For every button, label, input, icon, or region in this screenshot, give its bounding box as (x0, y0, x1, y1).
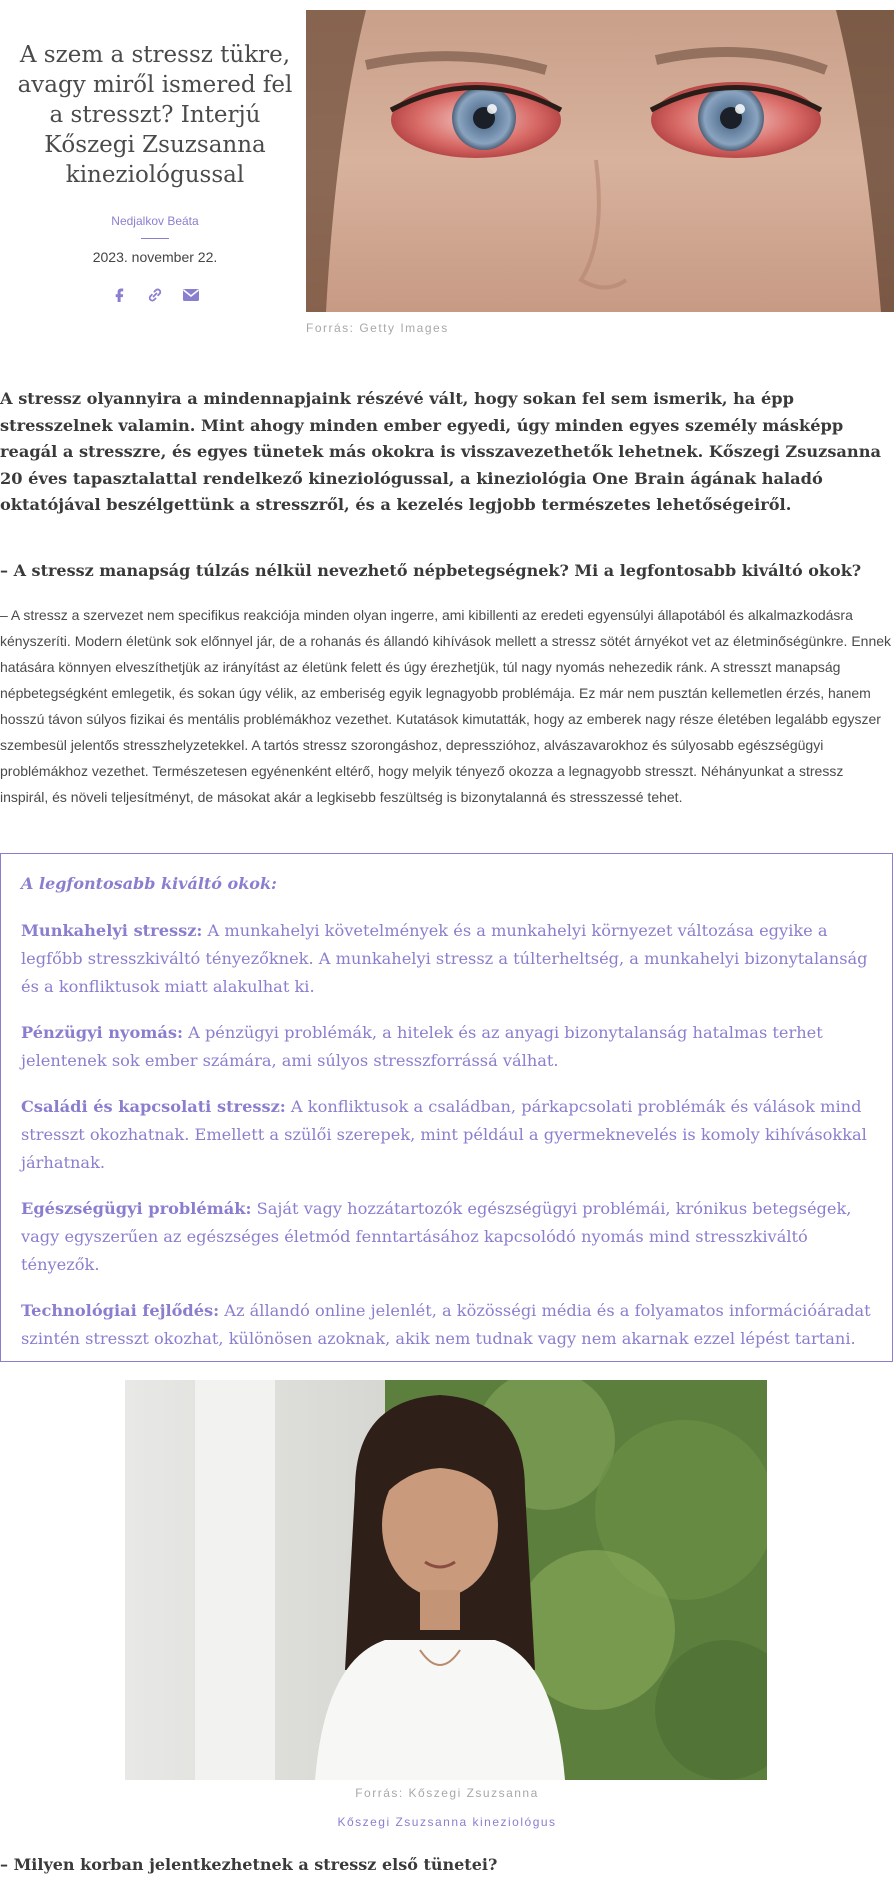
box-title: A legfontosabb kiváltó okok: (21, 874, 277, 893)
interview-answer-1: – A stressz a szervezet nem specifikus reakciója minden olyan ingerre, ami kibillenti az eredeti egyensúlyi állapotából és alkalmazkodásra kényszeríti. Modern életünk sok előnnyel jár, de a rohanás és állandó kihívások mellett a stressz sötét árnyékot vet az életminőségünkre. Ennek hatására könnyen elveszíthetjük az irányítást az életünk felett és úgy érezhetjük, túl nagy nyomás nehezedik ránk. A stresszt manapság népbetegségként emlegetik, és sokan úgy vélik, az emberiség egyik legnagyobb problémája. Ez már nem pusztán kellemetlen érzés, hanem hosszú távon súlyos fizikai és mentális problémákhoz vezethet. Kutatások kimutatták, hogy az emberek nagy része életében legalább egyszer szembesül jelentős stresszhelyzetekkel. A tartós stressz szorongáshoz, depresszióhoz, alvászavarokhoz és súlyosabb egészségügyi problémákhoz vezethet. Természetesen egyénenként eltérő, hogy melyik tényező okozza a legnagyobb stresszt. Néhányunkat a stressz inspirál, és növeli teljesítményt, de másokat akár a legkisebb feszültség is bizonytalanná és stresszessé tehet. (0, 607, 892, 805)
cause-item (21, 1019, 872, 1075)
cause-text: A munkahelyi követelmények és a munkahelyi környezet változása egyike a legfőbb stresszkiváltó tényezőknek. A munkahelyi stressz a túlterheltség, a munkahelyi bizonytalanság és a konfliktusok miatt alakulhat ki. (21, 921, 868, 996)
publish-date: 2023. november 22. (92, 249, 218, 265)
share-bar (10, 285, 300, 305)
portrait-image (125, 1380, 767, 1780)
cause-label: Pénzügyi nyomás: (21, 1023, 183, 1042)
stress-causes-box (0, 853, 893, 1362)
lead-paragraph: A stressz olyannyira a mindennapjaink részévé vált, hogy sokan fel sem ismerik, ha épp stresszelnek valamin. Mint ahogy minden ember egyedi, úgy minden egyes személy másképp reagál a stresszre, és egyes tünetek más okokra is visszavezethetők lehetnek. Kőszegi Zsuzsanna 20 éves tapasztalattal rendelkező kineziológussal, a kineziológia One Brain ágának haladó oktatójával beszélgettünk a stresszről, és a kezelés legjobb természetes lehetőségeiről. (0, 389, 881, 514)
article-title: A szem a stressz tükre, avagy miről ismered fel a stresszt? Interjú Kőszegi Zsuzsanna kineziológussal (17, 42, 293, 188)
title-column (10, 40, 300, 305)
divider (141, 238, 169, 239)
eye-closeup-illustration (306, 10, 894, 312)
article-header (0, 0, 894, 340)
cause-text: Az állandó online jelenlét, a közösségi média és a folyamatos információáradat szintén stresszt okozhat, különösen azoknak, akik nem tudnak vagy nem akarnak ezzel lépést tartani. (21, 1301, 871, 1348)
cause-item (21, 1297, 872, 1353)
portrait-subcaption: Kőszegi Zsuzsanna kineziológus (337, 1815, 557, 1829)
interview-question-1: – A stressz manapság túlzás nélkül nevezhető népbetegségnek? Mi a legfontosabb kiváltó okok? (0, 561, 862, 580)
cause-label: Munkahelyi stressz: (21, 921, 203, 940)
link-icon[interactable] (145, 285, 165, 305)
author-link[interactable]: Nedjalkov Beáta (111, 214, 199, 228)
cause-text: Saját vagy hozzátartozók egészségügyi problémái, krónikus betegségek, vagy egyszerűen az egészséges életmód fenntartásához kapcsolódó nyomás mind stresszkiváltó tényezők. (21, 1199, 852, 1274)
hero-image (306, 10, 894, 312)
cause-item (21, 1195, 872, 1279)
cause-text: A pénzügyi problémák, a hitelek és az anyagi bizonytalanság hatalmas terhet jelentenek sok ember számára, ami súlyos stresszforrássá válhat. (21, 1023, 823, 1070)
cause-item (21, 917, 872, 1001)
cause-item (21, 1093, 872, 1177)
facebook-icon[interactable] (109, 285, 129, 305)
cause-text: A konfliktusok a családban, párkapcsolati problémák és válások mind stresszt okozhatnak. Emellett a szülői szerepek, mint például a gyermeknevelés is komoly kihívásokkal járhatnak. (21, 1097, 867, 1172)
portrait-illustration (125, 1380, 767, 1780)
hero-caption: Forrás: Getty Images (306, 321, 449, 335)
email-icon[interactable] (181, 285, 201, 305)
cause-label: Családi és kapcsolati stressz: (21, 1097, 286, 1116)
portrait-caption: Forrás: Kőszegi Zsuzsanna (355, 1786, 539, 1800)
interview-question-2: – Milyen korban jelentkezhetnek a stressz első tünetei? (0, 1855, 498, 1874)
cause-label: Egészségügyi problémák: (21, 1199, 252, 1218)
cause-label: Technológiai fejlődés: (21, 1301, 220, 1320)
